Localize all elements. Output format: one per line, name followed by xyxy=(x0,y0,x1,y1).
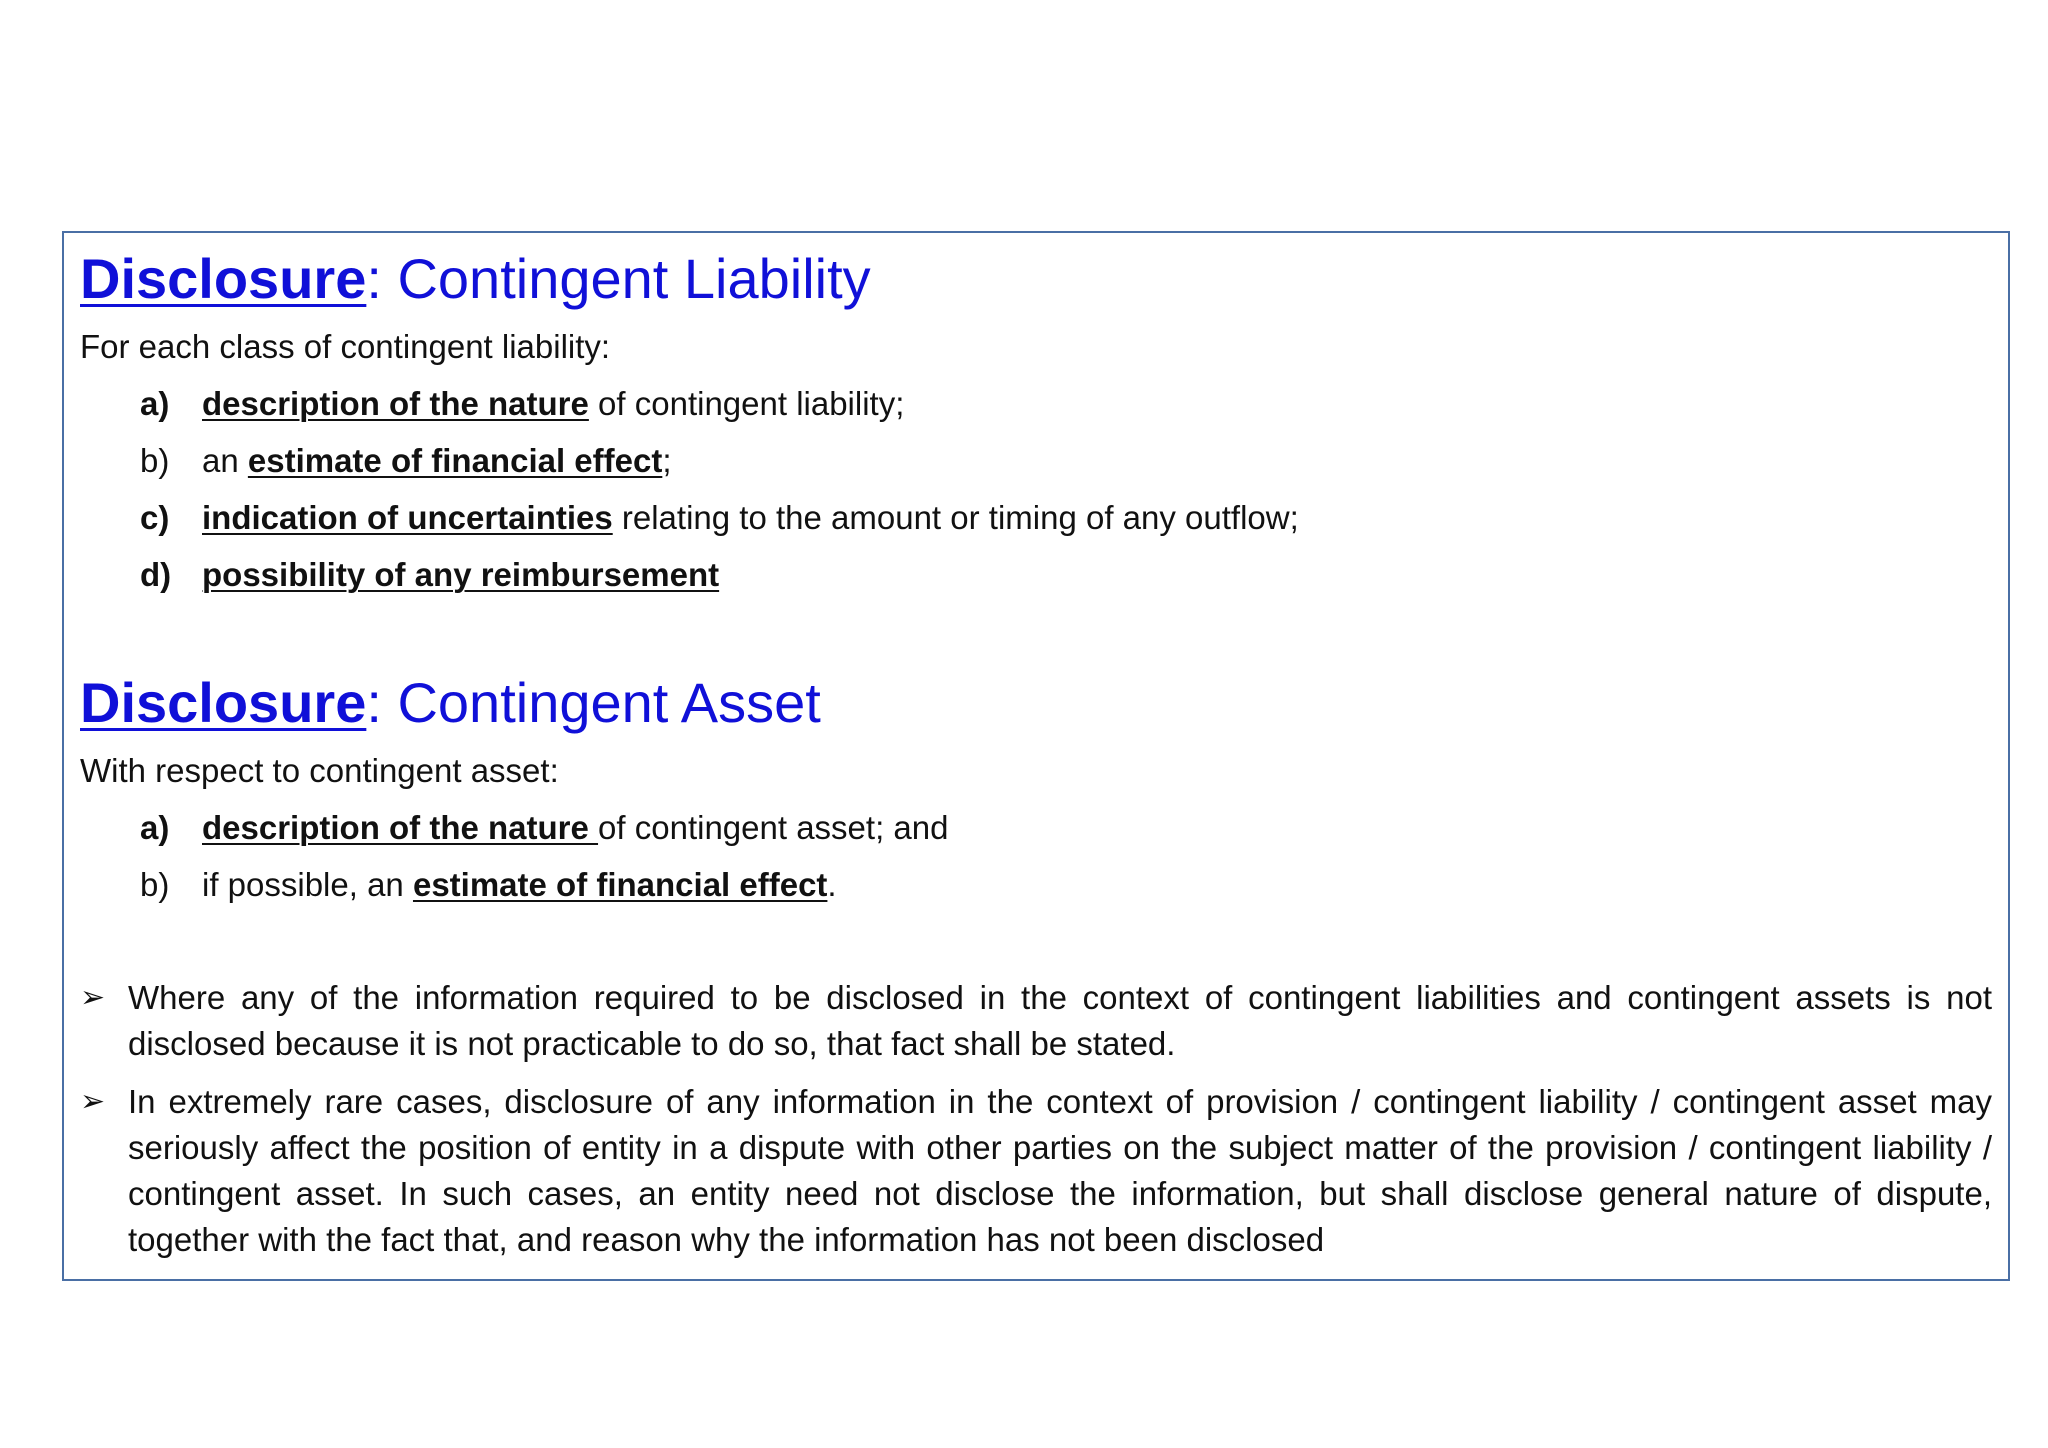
liability-item-c xyxy=(140,498,1299,538)
item-emphasis: description of the nature xyxy=(202,385,589,422)
list-marker: b) xyxy=(140,866,170,903)
arrow-bullet-icon: ➢ xyxy=(80,1085,106,1118)
item-emphasis: estimate of financial effect xyxy=(247,442,663,479)
item-text: an xyxy=(202,442,248,479)
item-text: ; xyxy=(662,442,672,479)
bullet-rare-cases xyxy=(80,1079,1992,1263)
liability-heading xyxy=(80,247,871,311)
bullet-text: Where any of the information required to be disclosed in the context of contingent liabilities and contingent assets is not disclosed because it is not practicable to do so, that fact shall be stated. xyxy=(128,979,1992,1062)
asset-item-a xyxy=(140,808,948,848)
liability-item-a xyxy=(140,384,904,424)
item-text: if possible, an xyxy=(202,866,413,903)
list-marker: c) xyxy=(140,499,170,536)
liability-heading-rest: : Contingent Liability xyxy=(366,247,871,310)
list-marker: d) xyxy=(140,556,172,593)
asset-heading-rest: : Contingent Asset xyxy=(366,671,821,734)
bullet-not-practicable xyxy=(80,975,1992,1067)
liability-item-d xyxy=(140,555,719,595)
liability-heading-keyword: Disclosure xyxy=(80,247,367,310)
item-emphasis: indication of uncertainties xyxy=(202,499,613,536)
item-text: of contingent liability; xyxy=(588,385,905,422)
list-marker: a) xyxy=(140,809,170,846)
asset-item-b xyxy=(140,865,837,905)
item-emphasis: description of the nature xyxy=(202,809,599,846)
item-text: . xyxy=(827,866,837,903)
list-marker: a) xyxy=(140,385,170,422)
list-marker: b) xyxy=(140,442,170,479)
asset-heading-keyword: Disclosure xyxy=(80,671,367,734)
bullet-text: In extremely rare cases, disclosure of any information in the context of provision / contingent liability / contingent asset may seriously affect the position of entity in a dispute with other parties on the subject matter of the provision / contingent liability / contingent asset. In such cases, an entity need not disclose the information, but shall disclose general nature of dispute, together with the fact that, and reason why the information has not been disclosed xyxy=(128,1083,1992,1258)
asset-intro: With respect to contingent asset: xyxy=(80,752,559,789)
liability-item-b xyxy=(140,441,672,481)
liability-intro: For each class of contingent liability: xyxy=(80,328,611,365)
content-frame xyxy=(62,231,2010,1281)
item-text: of contingent asset; and xyxy=(598,809,949,846)
asset-heading xyxy=(80,671,821,735)
item-emphasis: possibility of any reimbursement xyxy=(202,556,720,593)
item-text: relating to the amount or timing of any outflow; xyxy=(612,499,1299,536)
item-emphasis: estimate of financial effect xyxy=(412,866,828,903)
arrow-bullet-icon: ➢ xyxy=(80,981,106,1014)
